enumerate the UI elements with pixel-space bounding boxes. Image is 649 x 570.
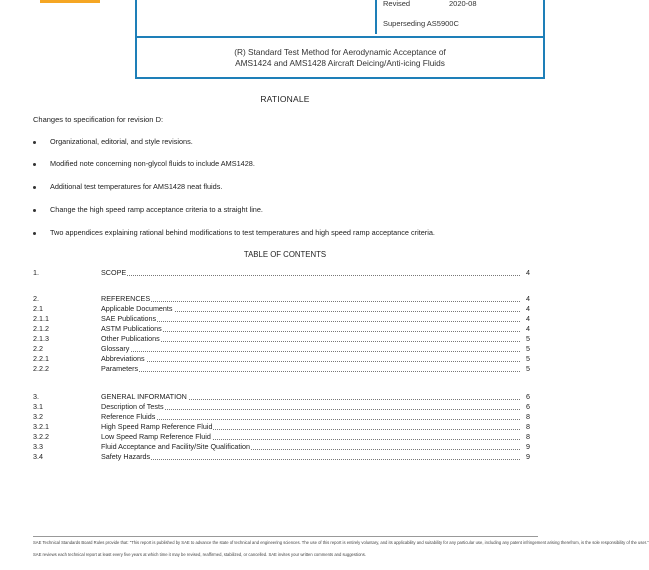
toc-entry[interactable]: 3.4 Safety Hazards 9 bbox=[33, 452, 530, 461]
toc-heading: TABLE OF CONTENTS bbox=[243, 250, 327, 259]
footer-divider bbox=[33, 536, 538, 537]
toc-entry[interactable]: 1. SCOPE 4 bbox=[33, 268, 530, 277]
toc-entry[interactable]: 3.2.1 High Speed Ramp Reference Fluid 8 bbox=[33, 422, 530, 431]
revised-value: 2020-08 bbox=[449, 0, 477, 8]
toc-entry[interactable]: 2.2.2 Parameters 5 bbox=[33, 364, 530, 373]
toc-entry[interactable]: 2.1.3 Other Publications 5 bbox=[33, 334, 530, 343]
footer-disclaimer-2: SAE reviews each technical report at least every five years at which time it may be revised, reaffirmed, stabilized, or cancelled. SAE invites your written comments and suggestions. bbox=[33, 552, 366, 557]
toc-entry[interactable]: 3.2.2 Low Speed Ramp Reference Fluid 8 bbox=[33, 432, 530, 441]
toc-entry[interactable]: 2.1.1 SAE Publications 4 bbox=[33, 314, 530, 323]
footer-disclaimer-1: SAE Technical Standards Board Rules provide that: "This report is published by SAE to advance the state of technical and engineering sciences. The use of this report is entirely voluntary, and its applicability and suitability for any particular use, including any patent infringement arising therefrom, is the sole responsibility of the user." bbox=[33, 540, 649, 545]
document-title-box bbox=[135, 37, 545, 79]
rationale-intro: Changes to specification for revision D: bbox=[33, 115, 164, 124]
sae-logo-stripe bbox=[40, 0, 100, 3]
rationale-bullet: Modified note concerning non-glycol fluids to include AMS1428. bbox=[33, 159, 255, 168]
superseding-label: Superseding AS5900C bbox=[383, 19, 459, 28]
toc-entry[interactable]: 3.3 Fluid Acceptance and Facility/Site Qualification 9 bbox=[33, 442, 530, 451]
toc-entry[interactable]: 2.1.2 ASTM Publications 4 bbox=[33, 324, 530, 333]
header-meta-box bbox=[135, 0, 545, 38]
toc-entry[interactable]: 3.2 Reference Fluids 8 bbox=[33, 412, 530, 421]
bullet-dot bbox=[33, 232, 36, 235]
bullet-dot bbox=[33, 209, 36, 212]
toc-entry[interactable]: 3.1 Description of Tests 6 bbox=[33, 402, 530, 411]
revision-info bbox=[375, 0, 547, 34]
rationale-bullet: Change the high speed ramp acceptance criteria to a straight line. bbox=[33, 205, 263, 214]
toc-entry[interactable]: 2.1 Applicable Documents 4 bbox=[33, 304, 530, 313]
document-title-line-1: (R) Standard Test Method for Aerodynamic Acceptance of bbox=[234, 47, 446, 57]
bullet-dot bbox=[33, 141, 36, 144]
revised-row bbox=[383, 0, 477, 8]
document-title-line-2: AMS1424 and AMS1428 Aircraft Deicing/Anti-icing Fluids bbox=[235, 58, 445, 68]
toc-entry[interactable]: 2.2.1 Abbreviations 5 bbox=[33, 354, 530, 363]
rationale-bullet: Two appendices explaining rational behind modifications to test temperatures and high speed ramp acceptance criteria. bbox=[33, 228, 435, 237]
rationale-bullet: Organizational, editorial, and style revisions. bbox=[33, 137, 193, 146]
toc-entry[interactable]: 3. GENERAL INFORMATION 6 bbox=[33, 392, 530, 401]
rationale-heading: RATIONALE bbox=[260, 94, 310, 104]
bullet-dot bbox=[33, 186, 36, 189]
toc-entry[interactable]: 2. REFERENCES 4 bbox=[33, 294, 530, 303]
rationale-bullet: Additional test temperatures for AMS1428 neat fluids. bbox=[33, 182, 222, 191]
bullet-dot bbox=[33, 163, 36, 166]
superseding-row bbox=[383, 19, 459, 28]
revised-label: Revised bbox=[383, 0, 411, 8]
toc-entry[interactable]: 2.2 Glossary 5 bbox=[33, 344, 530, 353]
